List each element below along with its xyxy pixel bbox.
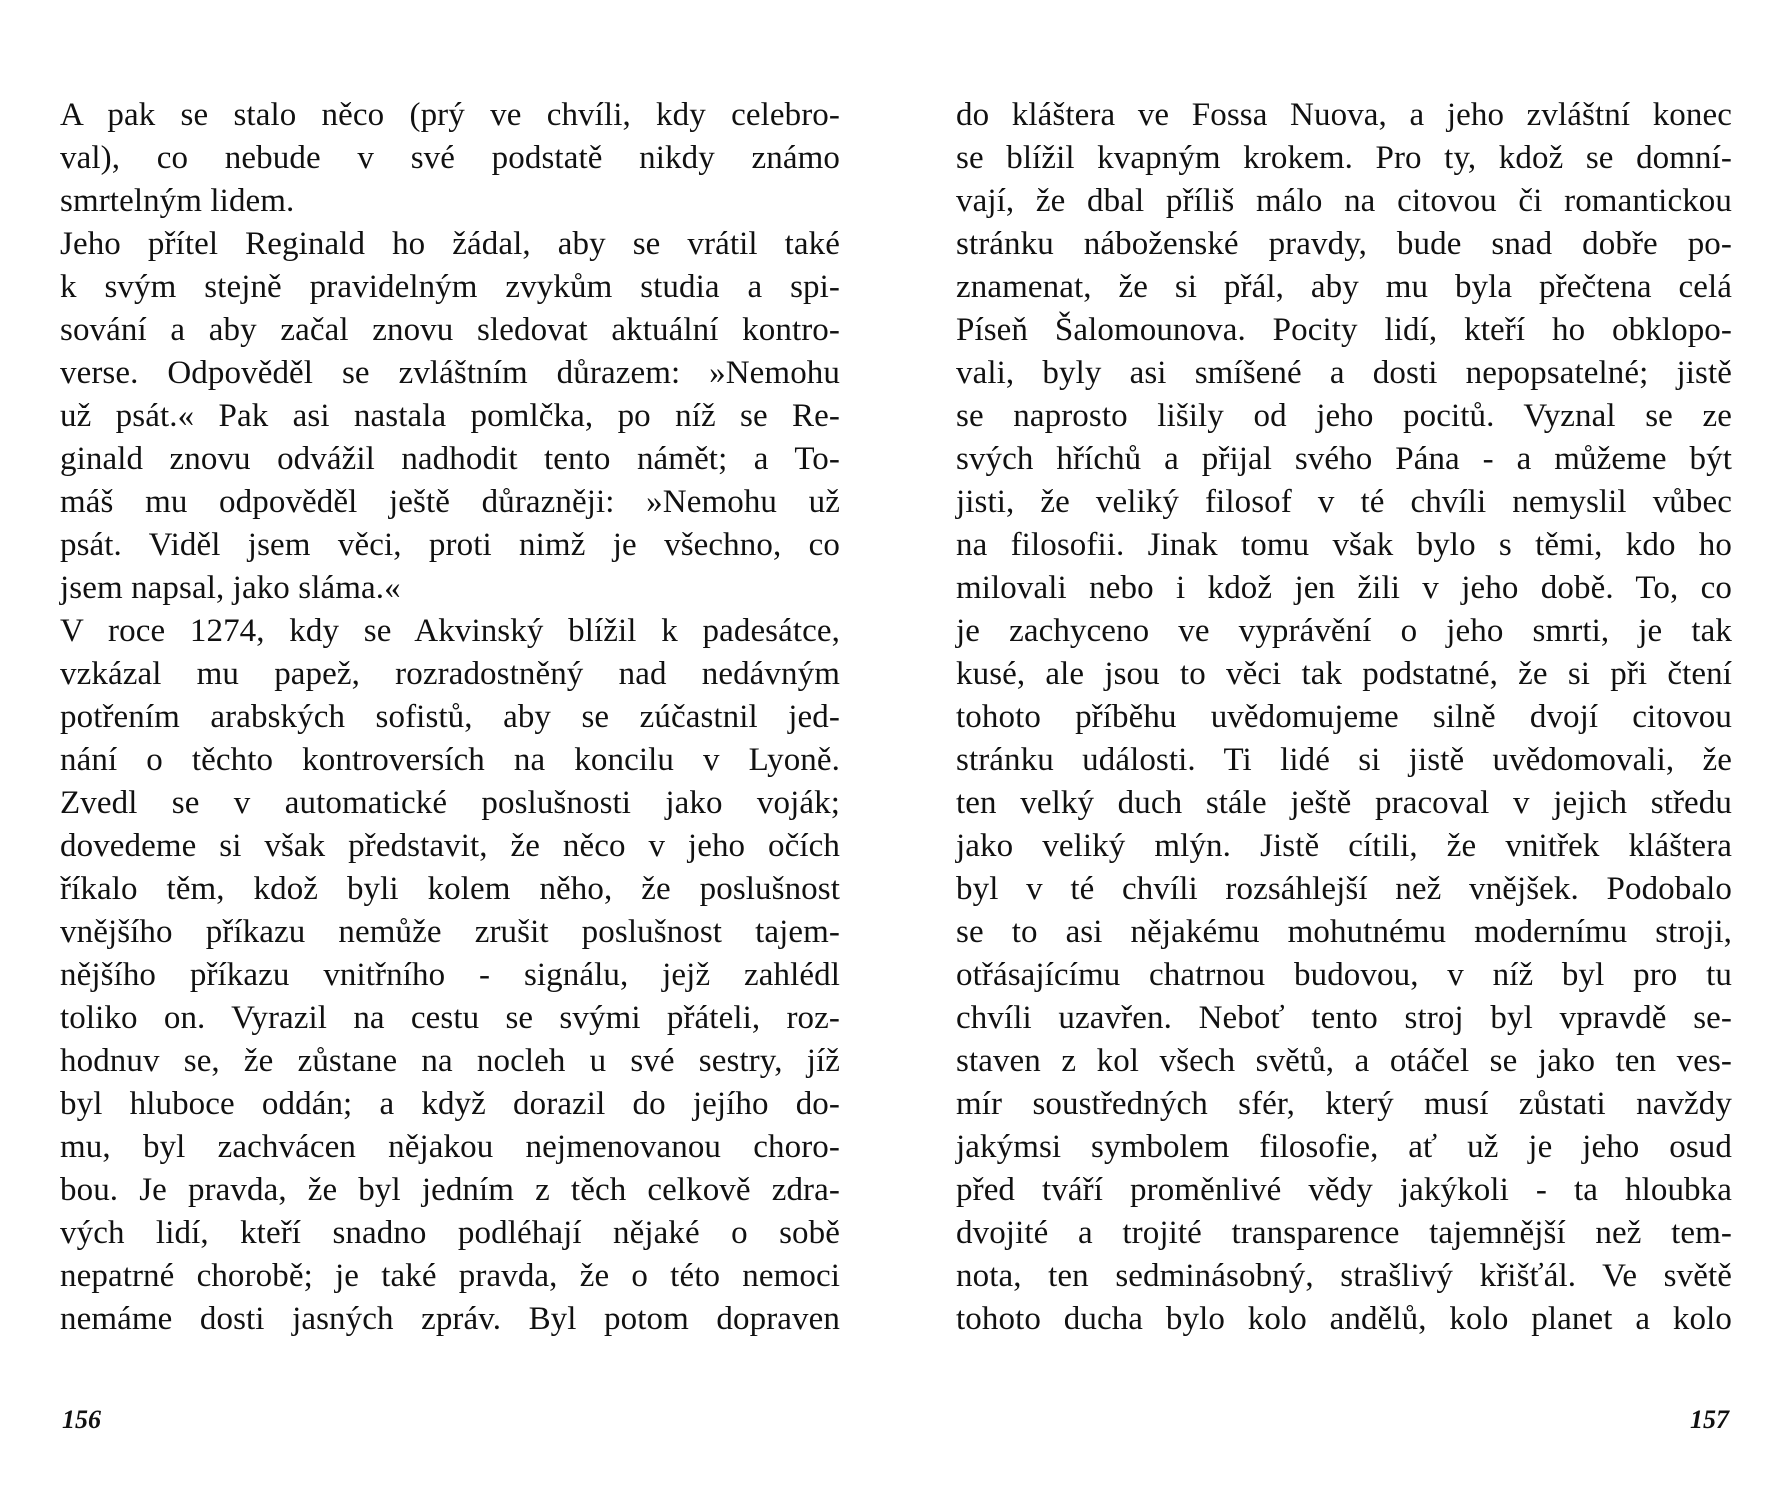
right-text-line: před tváří proměnlivé vědy jakýkoli - ta hloubka <box>956 1172 1732 1208</box>
left-text-line: toliko on. Vyrazil na cestu se svými přáteli, roz- <box>60 1000 840 1036</box>
left-text-line: potřením arabských sofistů, aby se zúčastnil jed- <box>60 699 840 735</box>
right-text-line: mír soustředných sfér, který musí zůstati navždy <box>956 1086 1732 1122</box>
right-page-number: 157 <box>1690 1405 1729 1434</box>
left-text-line: ginald znovu odvážil nadhodit tento námět; a To- <box>60 441 840 477</box>
left-text-line: V roce 1274, kdy se Akvinský blížil k padesátce, <box>60 613 840 649</box>
left-text-line: psát. Viděl jsem věci, proti nimž je všechno, co <box>60 527 840 563</box>
left-text-line: byl hluboce oddán; a když dorazil do jejího do- <box>60 1086 840 1122</box>
right-text-line: jakýmsi symbolem filosofie, ať už je jeho osud <box>956 1129 1732 1165</box>
right-text-line: jako veliký mlýn. Jistě cítili, že vnitřek kláštera <box>956 828 1732 864</box>
left-text-line: vzkázal mu papež, rozradostněný nad nedávným <box>60 656 840 692</box>
right-page-text <box>956 94 1732 1341</box>
left-text-line: hodnuv se, že zůstane na nocleh u své sestry, jíž <box>60 1043 840 1079</box>
right-text-line: je zachyceno ve vyprávění o jeho smrti, je tak <box>956 613 1732 649</box>
left-text-line: už psát.« Pak asi nastala pomlčka, po níž se Re- <box>60 398 840 434</box>
right-text-line: se to asi nějakému mohutnému modernímu stroji, <box>956 914 1732 950</box>
left-text-line: dovedeme si však představit, že něco v jeho očích <box>60 828 840 864</box>
left-text-line: Jeho přítel Reginald ho žádal, aby se vrátil také <box>60 226 840 262</box>
right-text-line: tohoto ducha bylo kolo andělů, kolo planet a kolo <box>956 1301 1732 1337</box>
left-text-line: vých lidí, kteří snadno podléhají nějaké o sobě <box>60 1215 840 1251</box>
left-text-line: smrtelným lidem. <box>60 183 295 219</box>
right-text-line: stránku události. Ti lidé si jistě uvědomovali, že <box>956 742 1732 778</box>
right-text-line: byl v té chvíli rozsáhlejší než vnějšek. Podobalo <box>956 871 1732 907</box>
right-page <box>956 94 1732 1341</box>
right-text-line: otřásajícímu chatrnou budovou, v níž byl pro tu <box>956 957 1732 993</box>
right-text-line: chvíli uzavřen. Neboť tento stroj byl vpravdě se- <box>956 1000 1732 1036</box>
right-text-line: ten velký duch stále ještě pracoval v jejich středu <box>956 785 1732 821</box>
left-text-line: máš mu odpověděl ještě důrazněji: »Nemohu už <box>60 484 840 520</box>
left-text-line: říkalo těm, kdož byli kolem něho, že poslušnost <box>60 871 840 907</box>
left-text-line: k svým stejně pravidelným zvykům studia a spi- <box>60 269 840 305</box>
right-text-line: tohoto příběhu uvědomujeme silně dvojí citovou <box>956 699 1732 735</box>
right-text-line: se blížil kvapným krokem. Pro ty, kdož se domní- <box>956 140 1732 176</box>
left-text-line: mu, byl zachvácen nějakou nejmenovanou choro- <box>60 1129 840 1165</box>
left-text-line: nání o těchto kontroversích na koncilu v Lyoně. <box>60 742 840 778</box>
left-page-text <box>60 94 840 1341</box>
left-text-line: nějšího příkazu vnitřního - signálu, jejž zahlédl <box>60 957 840 993</box>
left-text-line: bou. Je pravda, že byl jedním z těch celkově zdra- <box>60 1172 840 1208</box>
right-text-line: nota, ten sedminásobný, strašlivý křišťál. Ve světě <box>956 1258 1732 1294</box>
left-page <box>60 94 840 1341</box>
left-text-line: A pak se stalo něco (prý ve chvíli, kdy celebro- <box>60 97 840 133</box>
right-text-line: stránku náboženské pravdy, bude snad dobře po- <box>956 226 1732 262</box>
left-text-line: sování a aby začal znovu sledovat aktuální kontro- <box>60 312 840 348</box>
left-text-line: Zvedl se v automatické poslušnosti jako voják; <box>60 785 840 821</box>
left-text-line: verse. Odpověděl se zvláštním důrazem: »Nemohu <box>60 355 840 391</box>
right-text-line: se naprosto lišily od jeho pocitů. Vyznal se ze <box>956 398 1732 434</box>
right-text-line: svých hříchů a přijal svého Pána - a můžeme být <box>956 441 1732 477</box>
right-text-line: jisti, že veliký filosof v té chvíli nemyslil vůbec <box>956 484 1732 520</box>
right-text-line: Píseň Šalomounova. Pocity lidí, kteří ho obklopo- <box>956 312 1732 348</box>
right-text-line: staven z kol všech světů, a otáčel se jako ten ves- <box>956 1043 1732 1079</box>
right-text-line: do kláštera ve Fossa Nuova, a jeho zvláštní konec <box>956 97 1732 133</box>
left-page-number: 156 <box>62 1405 101 1434</box>
left-text-line: vnějšího příkazu nemůže zrušit poslušnost tajem- <box>60 914 840 950</box>
right-text-line: vají, že dbal příliš málo na citovou či romantickou <box>956 183 1732 219</box>
right-text-line: na filosofii. Jinak tomu však bylo s těmi, kdo ho <box>956 527 1732 563</box>
left-text-line: nepatrné chorobě; je také pravda, že o této nemoci <box>60 1258 840 1294</box>
right-text-line: dvojité a trojité transparence tajemnější než tem- <box>956 1215 1732 1251</box>
right-text-line: kusé, ale jsou to věci tak podstatné, že si při čtení <box>956 656 1732 692</box>
left-text-line: val), co nebude v své podstatě nikdy známo <box>60 140 840 176</box>
left-text-line: nemáme dosti jasných zpráv. Byl potom dopraven <box>60 1301 840 1337</box>
left-text-line: jsem napsal, jako sláma.« <box>60 570 401 606</box>
right-text-line: znamenat, že si přál, aby mu byla přečtena celá <box>956 269 1732 305</box>
right-text-line: vali, byly asi smíšené a dosti nepopsatelné; jistě <box>956 355 1732 391</box>
right-text-line: milovali nebo i kdož jen žili v jeho době. To, co <box>956 570 1732 606</box>
